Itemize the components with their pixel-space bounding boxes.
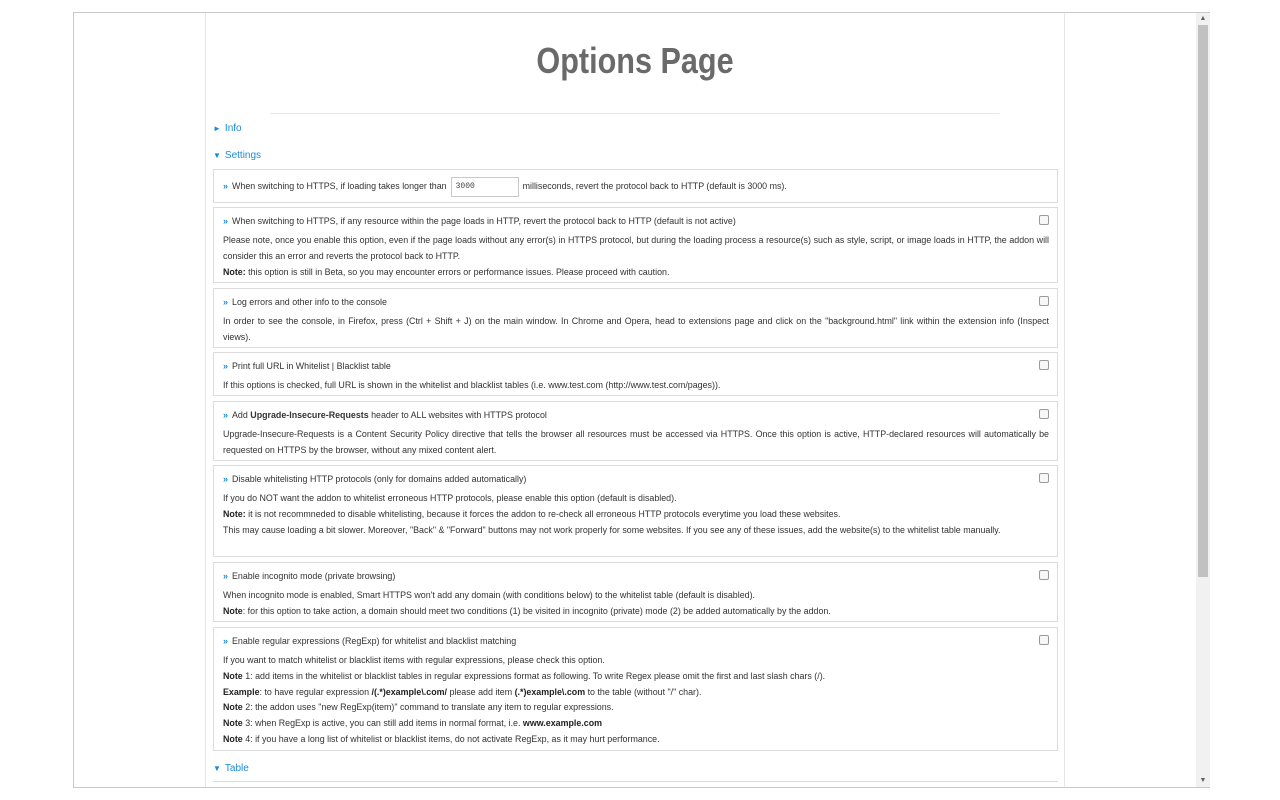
- option-desc-text: If you want to match whitelist or blacklist items with regular expressions, please check this option.: [223, 655, 605, 665]
- note-text: it is not recommneded to disable whitelisting, because it forces the addon to re-check all erroneous HTTP protocols everytime you load these websites.: [248, 508, 841, 519]
- option-example: [223, 685, 1049, 701]
- collapsed-arrow-icon: ►: [213, 124, 221, 133]
- page-title: Options Page: [270, 13, 999, 114]
- note-text: 2: the addon uses "new RegExp(item)" command to translate any item to regular expressions.: [242, 702, 614, 713]
- option-regexp: [213, 627, 1058, 751]
- option-description: [223, 314, 1049, 346]
- chevron-icon: »: [223, 216, 229, 226]
- option-title-pre: Add: [232, 410, 248, 420]
- scroll-up-arrow-icon[interactable]: ▲: [1199, 15, 1207, 22]
- note-label: Note: [223, 733, 243, 744]
- scrollbar-thumb[interactable]: [1198, 25, 1208, 577]
- example-item: (.*)example\.com: [514, 686, 586, 697]
- example-text: please add item: [446, 686, 515, 697]
- option-checkbox[interactable]: [1039, 570, 1049, 580]
- chevron-icon: »: [223, 474, 229, 484]
- options-page: [205, 13, 1065, 788]
- note-text: 4: if you have a long list of whitelist or blacklist items, do not activate RegExp, as it may hurt performance.: [242, 733, 660, 744]
- option-note-4: [223, 732, 1049, 748]
- section-toggle-settings[interactable]: [213, 150, 261, 161]
- option-description: [223, 233, 1049, 280]
- note-label: Note: [223, 702, 243, 713]
- section-label-settings: Settings: [224, 150, 262, 161]
- chevron-icon: »: [223, 571, 229, 581]
- chevron-icon: »: [223, 636, 229, 646]
- note-label: Note: [223, 670, 243, 681]
- note-label: Note:: [223, 266, 246, 277]
- option-description: [223, 588, 1049, 620]
- note-label: Note: [223, 605, 243, 616]
- option-resource-http: [213, 207, 1058, 283]
- vertical-scrollbar[interactable]: [1196, 13, 1210, 787]
- option-note: [223, 507, 1049, 523]
- chevron-icon: »: [223, 361, 229, 371]
- option-title: Log errors and other info to the console: [232, 297, 387, 307]
- note-text: 1: add items in the whitelist or blacklist tables in regular expressions format as following. To write Regex please omit the first and last slash chars (/).: [242, 670, 826, 681]
- note-label: Note: [223, 718, 243, 729]
- option-description: [223, 378, 1049, 394]
- section-toggle-table[interactable]: [213, 763, 249, 774]
- chevron-icon: »: [223, 181, 229, 191]
- option-note: [223, 604, 1049, 620]
- example-label: Example: [223, 686, 260, 697]
- section-toggle-info[interactable]: [213, 123, 242, 134]
- option-full-url: [213, 352, 1058, 396]
- option-desc-text: If you do NOT want the addon to whitelist erroneous HTTP protocols, please enable this option (default is disabled).: [223, 493, 677, 503]
- option-note-3: [223, 716, 1049, 732]
- expanded-arrow-icon: ▼: [213, 764, 221, 773]
- option-checkbox[interactable]: [1039, 360, 1049, 370]
- option-desc-text: Please note, once you enable this option, even if the page loads without any error(s) in HTTPS protocol, but during the loading process a resource(s) such as style, script, or image loads in HTTP, the addon will consider this an error and reverts the protocol back to HTTP.: [223, 235, 1049, 261]
- option-title-post: header to ALL websites with HTTPS protocol: [371, 410, 547, 420]
- option-desc-text: In order to see the console, in Firefox, press (Ctrl + Shift + J) on the main window. In Chrome and Opera, head to extensions page and click on the "background.html" link within the extension info (Inspect views).: [223, 316, 1049, 342]
- note-label: Note:: [223, 508, 246, 519]
- option-desc-text: Upgrade-Insecure-Requests is a Content Security Policy directive that tells the browser all resources must be accessed via HTTPS. Once this option is active, HTTP-declared resources will automatically be requested on HTTPS by the browser, without any mixed content alert.: [223, 429, 1049, 455]
- example-regex: /(.*)example\.com/: [371, 686, 447, 697]
- option-timeout-suffix: milliseconds, revert the protocol back to HTTP (default is 3000 ms).: [522, 181, 787, 191]
- option-upgrade-insecure-requests: [213, 401, 1058, 461]
- option-checkbox[interactable]: [1039, 215, 1049, 225]
- option-description: [223, 653, 1049, 748]
- example-text: to the table (without "/" char).: [585, 686, 702, 697]
- option-title: Enable regular expressions (RegExp) for whitelist and blacklist matching: [232, 636, 517, 646]
- option-desc-text-2: This may cause loading a bit slower. Moreover, "Back" & "Forward" buttons may not work properly for some websites. If you see any of these issues, add the website(s) to the whitelist table manually.: [223, 524, 1001, 535]
- option-desc-text: If this options is checked, full URL is shown in the whitelist and blacklist tables (i.e. www.test.com (http://www.test.com/pages)).: [223, 380, 721, 390]
- option-timeout: [213, 169, 1058, 203]
- note-text: 3: when RegExp is active, you can still add items in normal format, i.e.: [242, 718, 523, 729]
- option-log-errors: [213, 288, 1058, 348]
- chevron-icon: »: [223, 410, 229, 420]
- option-note: [223, 265, 1049, 281]
- option-checkbox[interactable]: [1039, 409, 1049, 419]
- expanded-arrow-icon: ▼: [213, 151, 221, 160]
- option-checkbox[interactable]: [1039, 473, 1049, 483]
- browser-viewport: [73, 12, 1210, 788]
- option-title: Print full URL in Whitelist | Blacklist table: [232, 361, 391, 371]
- note-text: : for this option to take action, a domain should meet two conditions (1) be visited in incognito (private) mode (2) be added automatically by the addon.: [242, 605, 831, 616]
- scroll-down-arrow-icon[interactable]: ▼: [1199, 777, 1207, 784]
- note-example-domain: www.example.com: [522, 718, 603, 729]
- option-description: [223, 491, 1049, 538]
- option-checkbox[interactable]: [1039, 635, 1049, 645]
- option-title-bold: Upgrade-Insecure-Requests: [250, 410, 369, 420]
- option-description: [223, 427, 1049, 459]
- option-title: Enable incognito mode (private browsing): [232, 571, 396, 581]
- option-note-1: [223, 669, 1049, 685]
- note-text: this option is still in Beta, so you may encounter errors or performance issues. Please proceed with caution.: [248, 266, 670, 277]
- section-label-info: Info: [224, 123, 242, 134]
- chevron-icon: »: [223, 297, 229, 307]
- option-disable-whitelisting: [213, 465, 1058, 557]
- option-note-2: [223, 700, 1049, 716]
- option-desc-text: When incognito mode is enabled, Smart HTTPS won't add any domain (with conditions below) to the whitelist table (default is disabled).: [223, 590, 756, 600]
- timeout-input[interactable]: 3000: [451, 177, 519, 197]
- option-title: When switching to HTTPS, if any resource within the page loads in HTTP, revert the protocol back to HTTP (default is not active): [232, 216, 736, 226]
- option-title: Disable whitelisting HTTP protocols (only for domains added automatically): [232, 474, 527, 484]
- option-checkbox[interactable]: [1039, 296, 1049, 306]
- option-timeout-prefix: When switching to HTTPS, if loading takes longer than: [232, 181, 447, 191]
- section-label-table: Table: [224, 763, 249, 774]
- table-panel-edge: [213, 781, 1058, 788]
- example-text: : to have regular expression: [259, 686, 372, 697]
- option-incognito: [213, 562, 1058, 622]
